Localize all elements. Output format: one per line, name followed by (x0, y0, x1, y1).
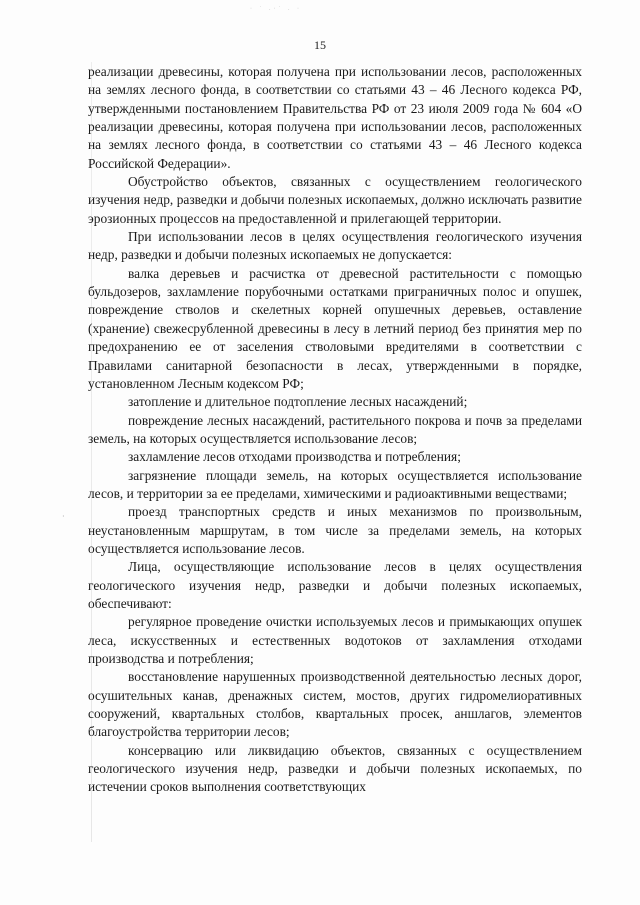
page-number: 15 (314, 38, 326, 52)
paragraph-continuation: реализации древесины, которая получена при использовании лесов, расположенных на землях лесного фонда, в соответствии со статьями 43 – 46 Лесного кодекса РФ, утвержденными постановлением Правительства РФ от 23 июля 2009 года № 604 «О реализации древесины, которая получена при использовании лесов, расположенных на землях лесного фонда, в соответствии со статьями 43 – 46 Лесного кодекса Российской Федерации». (88, 64, 582, 171)
document-body (88, 63, 582, 797)
paragraph: При использовании лесов в целях осуществления геологического изучения недр, разведки и добычи полезных ископаемых не допускается: (88, 229, 582, 263)
list-item: захламление лесов отходами производства и потребления; (128, 449, 461, 465)
list-item: восстановление нарушенных производственной деятельностью лесных дорог, осушительных канав, дренажных систем, мостов, других гидромелиоративных сооружений, квартальных столбов, квартальных просек, аншлагов, элементов благоустройства территории лесов; (88, 669, 582, 740)
list-item: консервацию или ликвидацию объектов, связанных с осуществлением геологического изучения недр, разведки и добычи полезных ископаемых, по истечении сроков выполнения соответствующих (88, 742, 582, 795)
list-item: регулярное проведение очистки используемых лесов и примыкающих опушек леса, искусственных и естественных водотоков от захламления отходами производства и потребления; (88, 614, 582, 666)
list-item: загрязнение площади земель, на которых осуществляется использование лесов, и территории за ее пределами, химическими и радиоактивными веществами; (88, 467, 582, 501)
list-item: проезд транспортных средств и иных механизмов по произвольным, неустановленным маршрутам, в том числе за пределами земель, на которых осуществляется использование лесов. (88, 504, 582, 556)
scan-speck: · (62, 512, 65, 521)
list-item: повреждение лесных насаждений, растительного покрова и почв за пределами земель, на которых осуществляется использование лесов; (88, 412, 582, 446)
list-item: затопление и длительное подтопление лесных насаждений; (128, 394, 468, 410)
scan-artifact: · ˙ .·˙ . · (250, 6, 302, 12)
list-item: валка деревьев и расчистка от древесной растительности с помощью бульдозеров, захламление порубочными остатками приграничных полос и опушек, повреждение стволов и скелетных корней опушечных деревьев, оставление (хранение) свежесрубленной древесины в лесу в летний период без принятия мер по предохранению ее от заселения стволовыми вредителями в соответствии с Правилами санитарной безопасности в лесах, утвержденными в порядке, установленном Лесным кодексом РФ; (88, 265, 582, 391)
paragraph: Лица, осуществляющие использование лесов в целях осуществления геологического изучения недр, разведки и добычи полезных ископаемых, обеспечивают: (88, 559, 582, 611)
paragraph: Обустройство объектов, связанных с осуществлением геологического изучения недр, разведки и добычи полезных ископаемых, должно исключать развитие эрозионных процессов на предоставленной и прилегающей территории. (88, 174, 582, 226)
